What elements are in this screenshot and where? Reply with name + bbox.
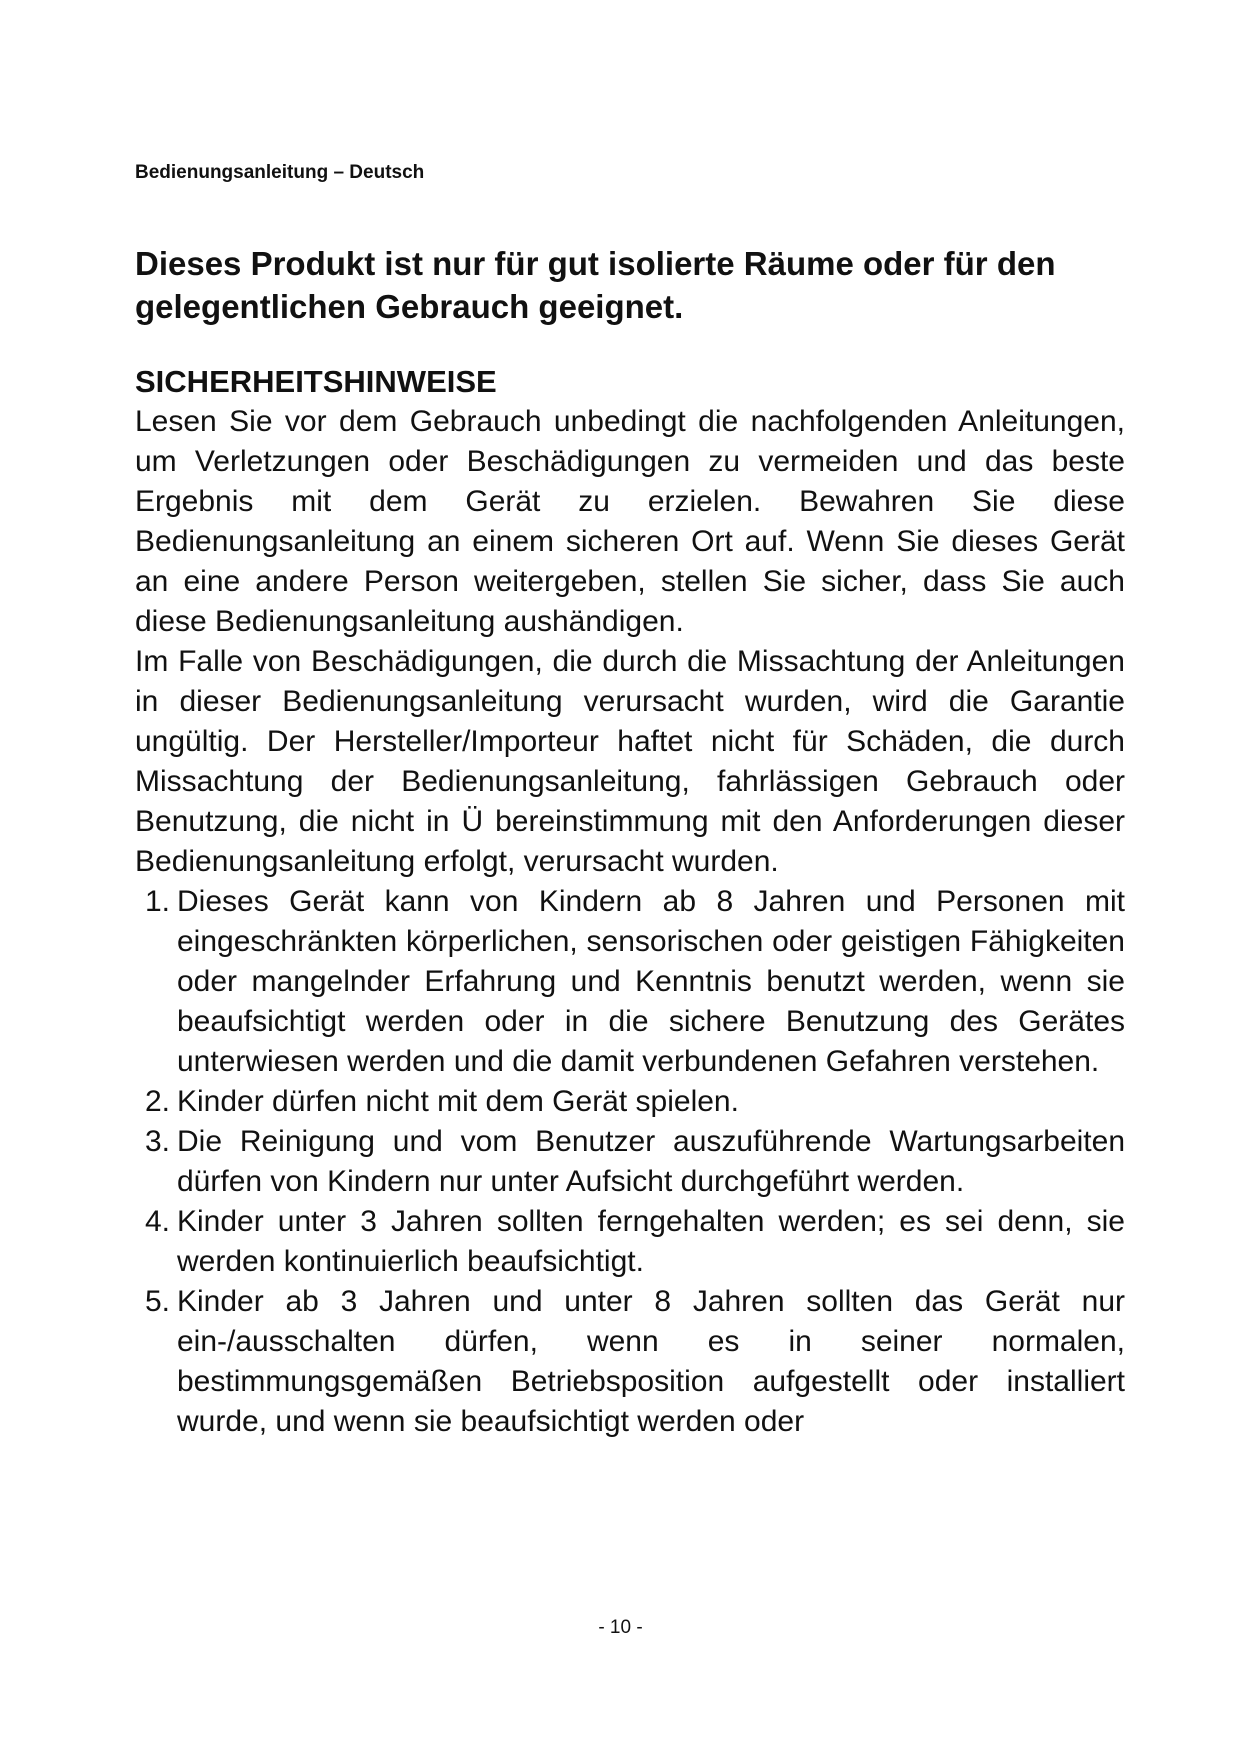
list-item xyxy=(135,1122,1125,1202)
product-notice-headline: Dieses Produkt ist nur für gut isolierte Räume oder für den gelegentlichen Gebrauch geeignet. xyxy=(135,245,1056,325)
list-item-number: 3. xyxy=(144,1125,170,1158)
list-item xyxy=(135,1082,1125,1122)
list-item xyxy=(135,882,1125,1082)
list-item-number: 4. xyxy=(144,1205,170,1238)
section-title: SICHERHEITSHINWEISE xyxy=(135,364,497,399)
list-item-text: Kinder ab 3 Jahren und unter 8 Jahren sollten das Gerät nur ein-/ausschalten dürfen, wenn es in seiner normalen, bestimmungsgemäßen Betriebsposition aufgestellt oder installiert wurde, und wenn sie beaufsichtigt werden oder xyxy=(177,1285,1125,1438)
warranty-paragraph: Im Falle von Beschädigungen, die durch die Missachtung der Anleitungen in dieser Bedienungsanleitung verursacht wurden, wird die Garantie ungültig. Der Hersteller/Importeur haftet nicht für Schäden, die durch Missachtung der Bedienungsanleitung, fahrlässigen Gebrauch oder Benutzung, die nicht in Ü bereinstimmung mit den Anforderungen dieser Bedienungsanleitung erfolgt, verursacht wurden. xyxy=(135,645,1125,878)
list-item-number: 2. xyxy=(144,1085,170,1118)
list-item-text: Die Reinigung und vom Benutzer auszuführende Wartungsarbeiten dürfen von Kindern nur unter Aufsicht durchgeführt werden. xyxy=(177,1125,1125,1198)
list-item-text: Kinder dürfen nicht mit dem Gerät spielen. xyxy=(177,1085,739,1118)
list-item-number: 1. xyxy=(144,885,170,918)
document-header: Bedienungsanleitung – Deutsch xyxy=(135,162,425,183)
page-number: - 10 - xyxy=(598,1617,643,1638)
list-item xyxy=(135,1282,1125,1442)
safety-section xyxy=(135,362,1125,1442)
intro-paragraph: Lesen Sie vor dem Gebrauch unbedingt die nachfolgenden Anleitungen, um Verletzungen oder Beschädigungen zu vermeiden und das beste Ergebnis mit dem Gerät zu erzielen. Bewahren Sie diese Bedienungsanleitung an einem sicheren Ort auf. Wenn Sie dieses Gerät an eine andere Person weitergeben, stellen Sie sicher, dass Sie auch diese Bedienungsanleitung aushändigen. xyxy=(135,405,1125,638)
list-item-number: 5. xyxy=(144,1285,170,1318)
safety-list xyxy=(135,882,1125,1442)
list-item-text: Kinder unter 3 Jahren sollten ferngehalten werden; es sei denn, sie werden kontinuierlich beaufsichtigt. xyxy=(177,1205,1125,1278)
list-item xyxy=(135,1202,1125,1282)
list-item-text: Dieses Gerät kann von Kindern ab 8 Jahren und Personen mit eingeschränkten körperlichen, sensorischen oder geistigen Fähigkeiten oder mangelnder Erfahrung und Kenntnis benutzt werden, wenn sie beaufsichtigt werden oder in die sichere Benutzung des Gerätes unterwiesen werden und die damit verbundenen Gefahren verstehen. xyxy=(177,885,1125,1078)
